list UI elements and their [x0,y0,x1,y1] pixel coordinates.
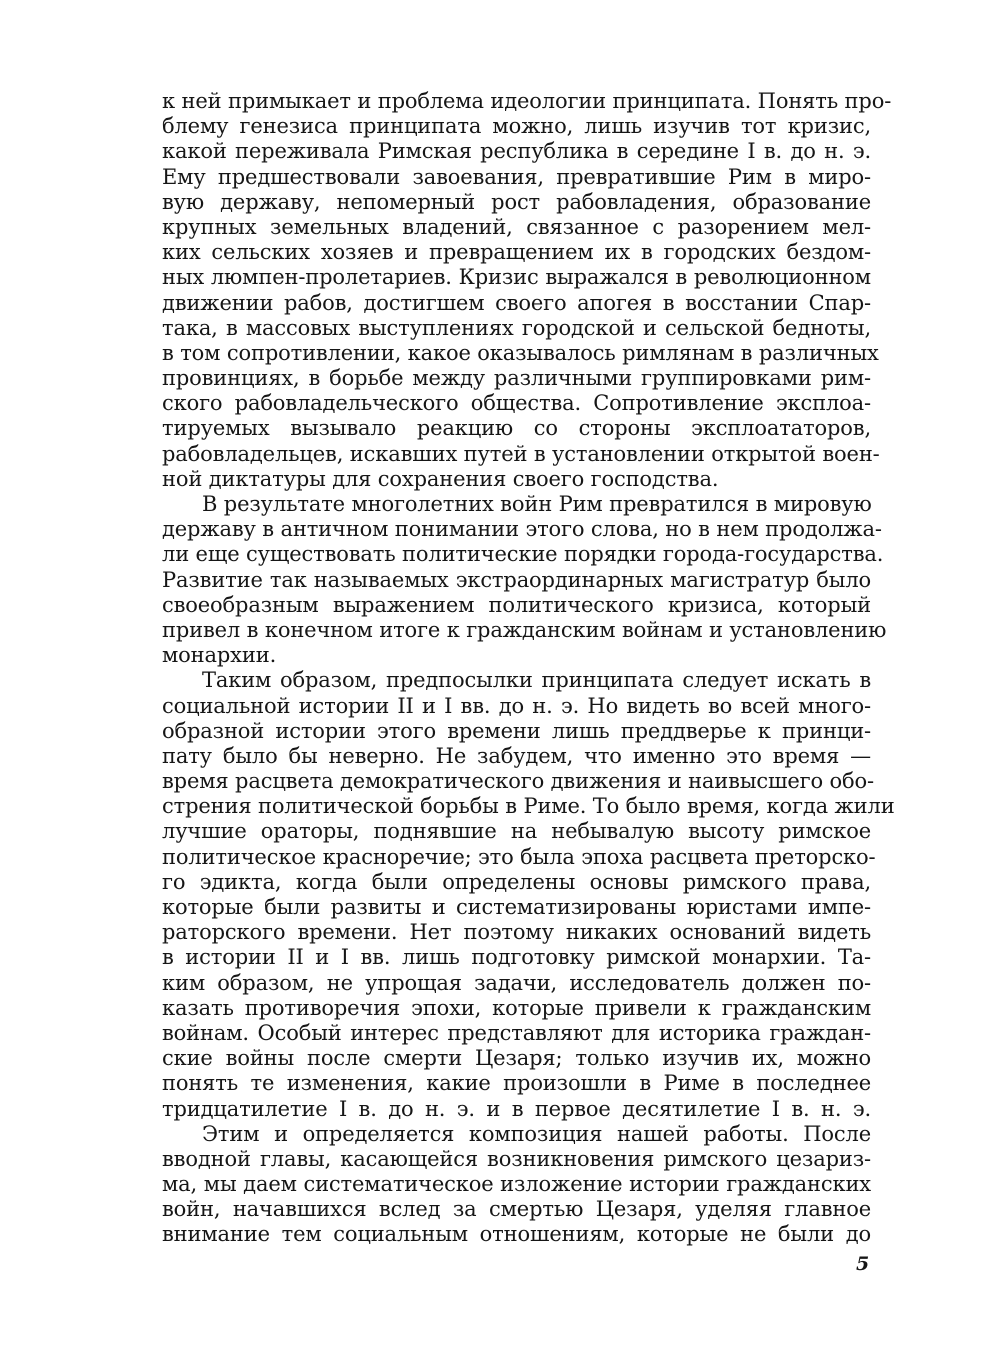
text-line: Развитие так называемых экстраординарных магистратур было [162,567,871,592]
text-line: войнам. Особый интерес представляют для историка граждан- [162,1020,871,1045]
text-line: Этим и определяется композиция нашей работы. После [202,1121,871,1146]
text-line: ким образом, не упрощая задачи, исследователь должен по- [162,970,871,995]
text-line: ных люмпен-пролетариев. Кризис выражался в революционном [162,265,871,290]
text-line: ские войны после смерти Цезаря; только изучив их, можно [162,1046,871,1071]
text-line: казать противоречия эпохи, которые привели к гражданским [162,995,871,1020]
text-line: к ней примыкает и проблема идеологии принципата. Понять про- [162,89,892,113]
text-line: войн, начавшихся вслед за смертью Цезаря, уделяя главное [162,1197,871,1222]
text-line: вую державу, непомерный рост рабовладения, образование [162,189,871,214]
page-number: 5 [856,1253,870,1275]
text-line: которые были развиты и систематизированы юристами импе- [162,895,871,919]
text-line: тируемых вызывало реакцию со стороны эксплоататоров, [162,416,871,441]
text-line: Таким образом, предпосылки принципата следует искать в [202,668,871,693]
text-line: ли еще существовать политические порядки города-государства. [162,542,884,567]
text-line: привел в конечном итоге к гражданским войнам и установлению [162,617,887,642]
text-line: время расцвета демократического движения и наивысшего обо- [162,769,874,794]
text-line: какой переживала Римская республика в середине I в. до н. э. [162,139,871,164]
text-line: вводной главы, касающейся возникновения римского цезариз- [162,1146,871,1171]
text-line: своеобразным выражением политического кризиса, который [162,592,871,617]
text-line: В результате многолетних войн Рим превратился в мировую [202,492,872,516]
text-line: образной истории этого времени лишь преддверье к принци- [162,718,871,743]
text-line: в истории II и I вв. лишь подготовку римской монархии. Та- [162,945,871,970]
text-body [162,89,895,1248]
text-line: стрения политической борьбы в Риме. То было время, когда жили [162,794,895,819]
text-line: го эдикта, когда были определены основы римского права, [162,869,871,894]
text-line: Ему предшествовали завоевания, превратившие Рим в миро- [162,164,871,189]
text-line: политическое красноречие; это была эпоха расцвета преторско- [162,844,876,869]
text-line: крупных земельных владений, связанное с разорением мел- [162,214,871,239]
text-line: державу в античном понимании этого слова, но в нем продолжа- [162,517,882,542]
text-line: в том сопротивлении, какое оказывалось римлянам в различных [162,340,879,365]
text-line: ких сельских хозяев и превращением их в городских бездом- [162,240,871,265]
text-line: лучшие ораторы, поднявшие на небывалую высоту римское [162,819,871,844]
text-line: тридцатилетие I в. до н. э. и в первое десятилетие I в. н. э. [162,1096,871,1121]
text-line: блему генезиса принципата можно, лишь изучив тот кризис, [162,114,871,139]
text-line: рабовладельцев, искавших путей в установлении открытой воен- [162,441,880,466]
text-line: провинциях, в борьбе между различными группировками рим- [162,366,871,391]
text-line: раторского времени. Нет поэтому никаких оснований видеть [162,920,871,945]
text-line: ского рабовладельческого общества. Сопротивление эксплоа- [162,391,871,416]
text-line: социальной истории II и I вв. до н. э. Но видеть во всей много- [162,693,871,718]
text-line: монархии. [162,643,277,668]
text-line: внимание тем социальным отношениям, которые не были до [162,1222,871,1247]
text-line: движении рабов, достигшем своего апогея в восстании Спар- [162,290,871,315]
text-line: понять те изменения, какие произошли в Риме в последнее [162,1071,871,1096]
text-line: така, в массовых выступлениях городской и сельской бедноты, [162,315,871,340]
text-line: ной диктатуры для сохранения своего господства. [162,466,719,491]
text-line: ма, мы даем систематическое изложение истории гражданских [162,1172,871,1197]
text-line: пату было бы неверно. Не забудем, что именно это время — [162,743,871,768]
